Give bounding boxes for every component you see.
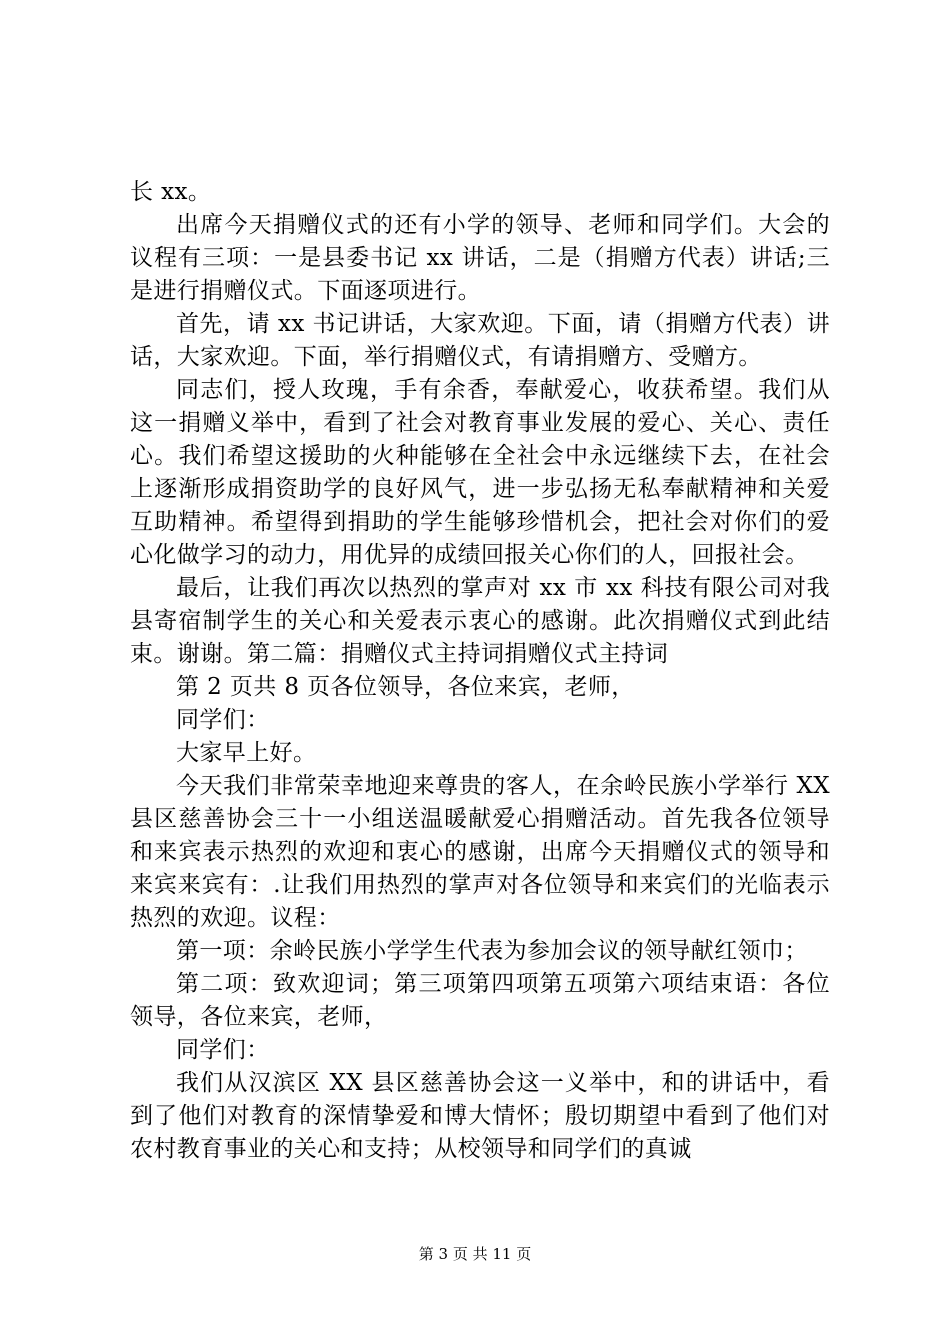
paragraph-4: 同志们，授人玫瑰，手有余香，奉献爱心，收获希望。我们从这一捐赠义举中，看到了社会对教育事业发展的爱心、关心、责任心。我们希望这援助的火种能够在全社会中永远继续下去，在社会上逐渐形成捐资助学的良好风气，进一步弘扬无私奉献精神和关爱互助精神。希望得到捐助的学生能够珍惜机会，把社会对你们的爱心化做学习的动力，用优异的成绩回报关心你们的人，回报社会。 [130, 377, 830, 568]
paragraph-1: 长 xx。 [130, 179, 212, 205]
paragraph-7: 同学们： [176, 707, 270, 733]
paragraph-8: 大家早上好。 [176, 740, 317, 766]
paragraph-5: 最后，让我们再次以热烈的掌声对 xx 市 xx 科技有限公司对我县寄宿制学生的关心和关爱表示衷心的感谢。此次捐赠仪式到此结束。谢谢。第二篇：捐赠仪式主持词捐赠仪式主持词 [130, 575, 830, 667]
paragraph-11: 第二项：致欢迎词；第三项第四项第五项第六项结束语：各位领导，各位来宾，老师， [130, 971, 830, 1030]
paragraph-10: 第一项：余岭民族小学学生代表为参加会议的领导献红领巾； [176, 938, 808, 964]
paragraph-6: 第 2 页共 8 页各位领导，各位来宾，老师， [176, 674, 635, 700]
paragraph-2: 出席今天捐赠仪式的还有小学的领导、老师和同学们。大会的议程有三项：一是县委书记 xx 讲话，二是（捐赠方代表）讲话;三是进行捐赠仪式。下面逐项进行。 [130, 212, 830, 304]
paragraph-13: 我们从汉滨区 XX 县区慈善协会这一义举中，和的讲话中，看到了他们对教育的深情挚爱和博大情怀；殷切期望中看到了他们对农村教育事业的关心和支持；从校领导和同学们的真诚 [130, 1070, 830, 1162]
paragraph-12: 同学们： [176, 1037, 270, 1063]
paragraph-9: 今天我们非常荣幸地迎来尊贵的客人，在余岭民族小学举行 XX 县区慈善协会三十一小组送温暖献爱心捐赠活动。首先我各位领导和来宾表示热烈的欢迎和衷心的感谢，出席今天捐赠仪式的领导和来宾来宾有：.让我们用热烈的掌声对各位领导和来宾们的光临表示热烈的欢迎。议程： [130, 773, 830, 931]
paragraph-3: 首先，请 xx 书记讲话，大家欢迎。下面，请（捐赠方代表）讲话，大家欢迎。下面，举行捐赠仪式，有请捐赠方、受赠方。 [130, 311, 830, 370]
document-body [130, 176, 830, 1166]
page-footer: 第 3 页 共 11 页 [418, 1245, 532, 1263]
